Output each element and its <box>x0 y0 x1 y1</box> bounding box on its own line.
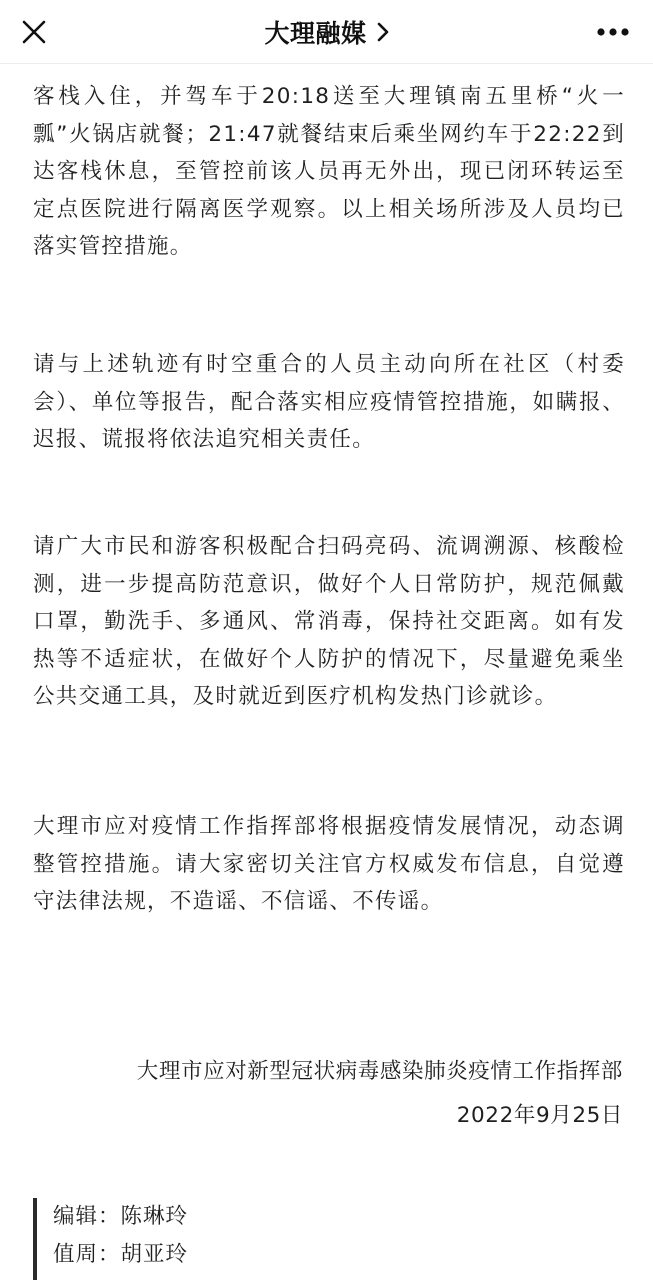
more-options-button[interactable] <box>591 12 635 52</box>
article-paragraph-2: 请与上述轨迹有时空重合的人员主动向所在社区（村委会）、单位等报告，配合落实相应疫情管控措施，如瞒报、迟报、谎报将依法追究相关责任。 <box>33 352 625 452</box>
article-paragraph-1: 客栈入住，并驾车于20:18送至大理镇南五里桥“火一瓢”火锅店就餐；21:47就餐结束后乘坐网约车于22:22到达客栈休息，至管控前该人员再无外出，现已闭环转运至定点医院进行隔离医学观察。以上相关场所涉及人员均已落实管控措施。 <box>33 84 625 259</box>
page-title: 大理融媒 <box>264 19 367 48</box>
editor-line: 编辑：陈琳玲 <box>53 1204 189 1229</box>
signature-date: 2022年9月25日 <box>456 1103 623 1128</box>
account-title-link[interactable] <box>264 14 388 50</box>
article-paragraph-3: 请广大市民和游客积极配合扫码亮码、流调溯源、核酸检测，进一步提高防范意识，做好个人日常防护，规范佩戴口罩，勤洗手、多通风、常消毒，保持社交距离。如有发热等不适症状，在做好个人防护的情况下，尽量避免乘坐公共交通工具，及时就近到医疗机构发热门诊就诊。 <box>33 534 625 709</box>
signature-organization: 大理市应对新型冠状病毒感染肺炎疫情工作指挥部 <box>136 1059 623 1084</box>
on-duty-line: 值周：胡亚玲 <box>53 1242 189 1267</box>
editor-credits <box>33 1198 188 1280</box>
close-button[interactable] <box>14 12 54 52</box>
article-paragraph-4: 大理市应对疫情工作指挥部将根据疫情发展情况，动态调整管控措施。请大家密切关注官方权威发布信息，自觉遵守法律法规，不造谣、不信谣、不传谣。 <box>33 814 625 914</box>
close-icon <box>21 19 47 45</box>
more-horizontal-icon <box>596 27 630 37</box>
top-bar <box>0 0 653 64</box>
chevron-right-icon <box>377 22 389 42</box>
